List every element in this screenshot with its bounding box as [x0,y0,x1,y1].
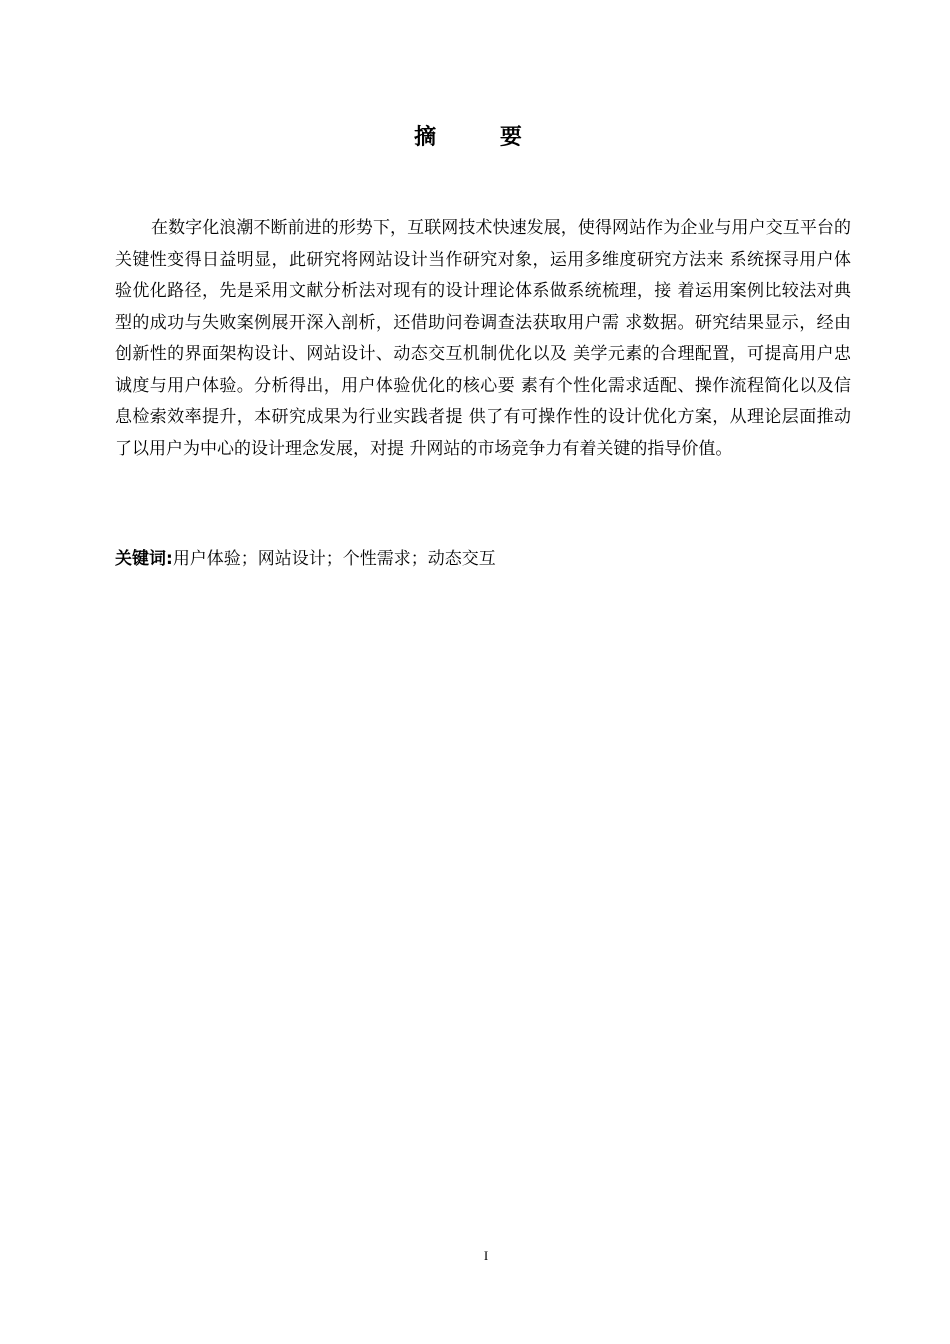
keywords-line [115,544,851,575]
keywords-text: 用户体验；网站设计；个性需求；动态交互 [172,549,496,569]
abstract-body: 在数字化浪潮不断前进的形势下，互联网技术快速发展，使得网站作为企业与用户交互平台的关键性变得日益明显，此研究将网站设计当作研究对象，运用多维度研究方法来 系统探寻用户体验优化路径，先是采用文献分析法对现有的设计理论体系做系统梳理，接 着运用案例比较法对典型的成功与失败案例展开深入剖析，还借助问卷调查法获取用户需 求数据。研究结果显示，经由创新性的界面架构设计、网站设计、动态交互机制优化以及 美学元素的合理配置，可提高用户忠诚度与用户体验。分析得出，用户体验优化的核心要 素有个性化需求适配、操作流程简化以及信息检索效率提升，本研究成果为行业实践者提 供了有可操作性的设计优化方案，从理论层面推动了以用户为中心的设计理念发展，对提 升网站的市场竞争力有着关键的指导价值。 [115,218,851,459]
page-number: I [483,1248,489,1263]
abstract-title: 摘 要 [414,125,550,150]
keywords-label: 关键词: [115,549,173,569]
